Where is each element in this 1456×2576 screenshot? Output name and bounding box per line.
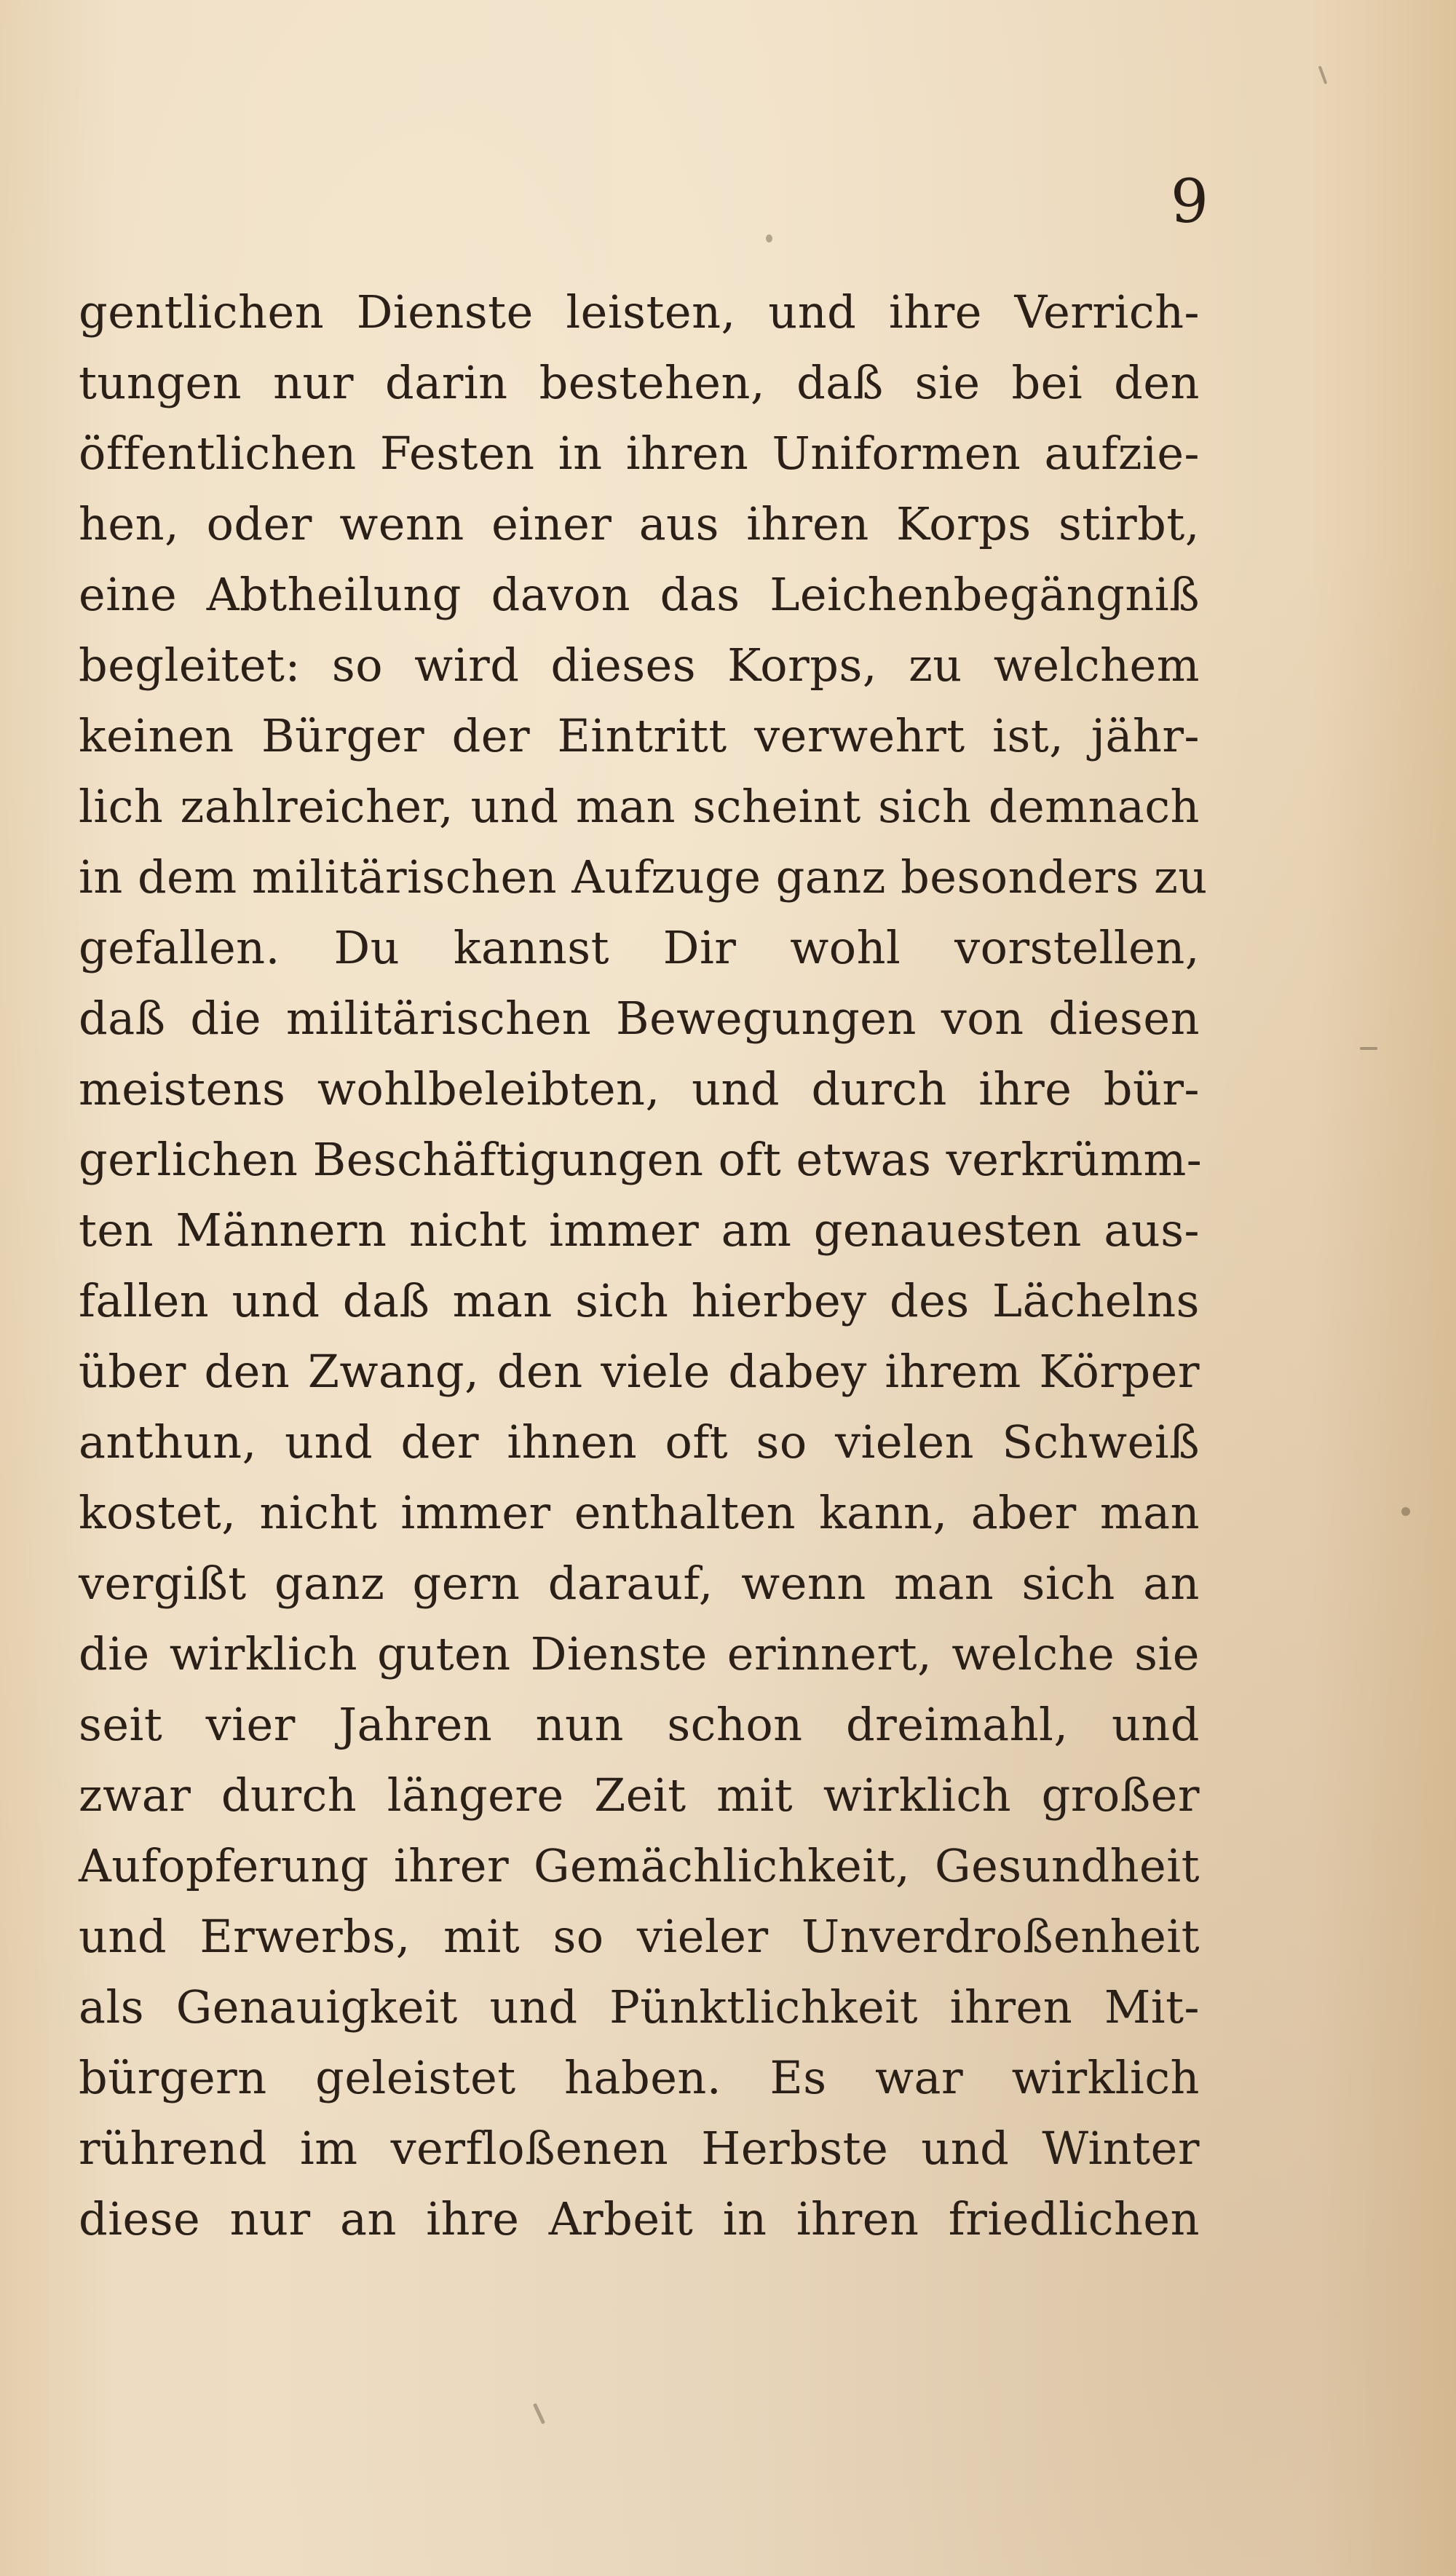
paper-speck [1401,1507,1410,1516]
paper-speck [533,2403,545,2424]
text-line: gentlichen Dienste leisten, und ihre Verrich- [79,285,1200,339]
text-line: daß die militärischen Bewegungen von diesen [79,992,1200,1045]
text-line: lich zahlreicher, und man scheint sich demnach [79,780,1200,833]
text-line: und Erwerbs, mit so vieler Unverdroßenheit [79,1910,1200,1963]
text-line: öffentlichen Festen in ihren Uniformen aufzie- [79,427,1200,480]
text-line: meistens wohlbeleibten, und durch ihre bür- [79,1062,1200,1115]
text-line: bürgern geleistet haben. Es war wirklich [79,2051,1200,2104]
text-line: zwar durch längere Zeit mit wirklich großer [79,1769,1200,1822]
text-line: anthun, und der ihnen oft so vielen Schweiß [79,1415,1200,1469]
text-line: über den Zwang, den viele dabey ihrem Körper [79,1345,1200,1398]
text-line: tungen nur darin bestehen, daß sie bei den [79,356,1200,409]
text-line: gerlichen Beschäftigungen oft etwas verkrümm- [79,1133,1203,1186]
text-line: begleitet: so wird dieses Korps, zu welchem [79,639,1200,692]
text-line: hen, oder wenn einer aus ihren Korps stirbt, [79,497,1200,550]
paper-speck [766,234,772,242]
text-line: vergißt ganz gern darauf, wenn man sich an [79,1557,1200,1610]
text-line: gefallen. Du kannst Dir wohl vorstellen, [79,921,1200,974]
text-line: keinen Bürger der Eintritt verwehrt ist, jähr- [79,709,1200,762]
text-line: diese nur an ihre Arbeit in ihren friedlichen [79,2192,1200,2245]
paper-speck [1360,1047,1377,1050]
page-number: 9 [1170,167,1208,237]
text-line: in dem militärischen Aufzuge ganz besonders zu [79,850,1208,904]
text-line: die wirklich guten Dienste erinnert, welche sie [79,1627,1200,1680]
text-line: rührend im verfloßenen Herbste und Winter [79,2122,1200,2175]
text-line: seit vier Jahren nun schon dreimahl, und [79,1698,1200,1751]
text-line: Aufopferung ihrer Gemächlichkeit, Gesundheit [79,1839,1200,1892]
text-line: kostet, nicht immer enthalten kann, aber man [79,1486,1200,1539]
body-text [79,277,1208,2254]
text-line: als Genauigkeit und Pünktlichkeit ihren Mit- [79,1980,1200,2034]
text-line: ten Männern nicht immer am genauesten aus- [79,1204,1200,1257]
paper-speck [1318,66,1328,84]
text-line: fallen und daß man sich hierbey des Lächelns [79,1274,1200,1327]
text-line: eine Abtheilung davon das Leichenbegängniß [79,568,1200,621]
